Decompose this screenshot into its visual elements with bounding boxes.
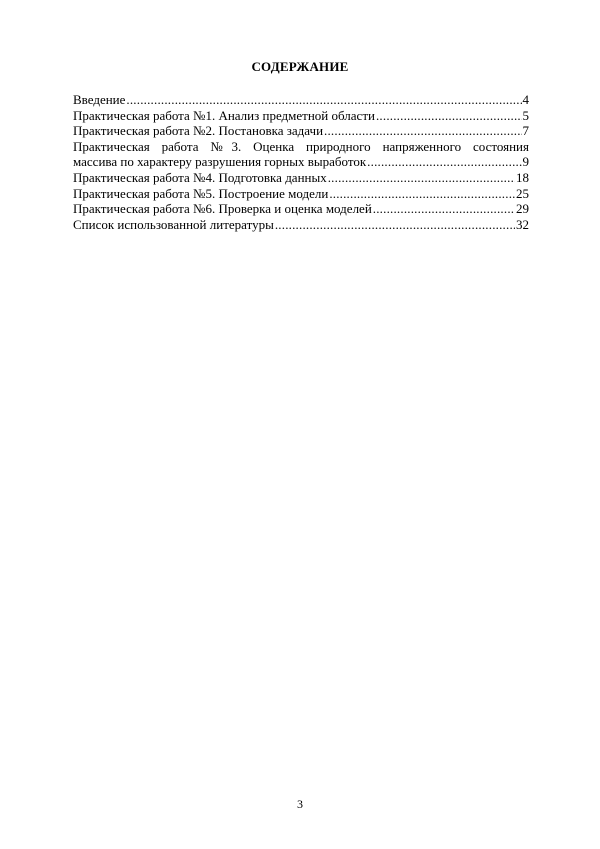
dot-leader [376, 108, 522, 124]
dot-leader [367, 154, 521, 170]
toc-entry-label: Практическая работа №4. Подготовка данных [73, 169, 327, 185]
toc-entry-practical-1[interactable] [73, 108, 529, 124]
toc-entry-label-line1: Практическая работа №3. Оценка природного напряженного состояния [73, 138, 529, 154]
toc-entry-practical-6[interactable] [73, 201, 529, 217]
dot-leader [329, 186, 515, 202]
dot-leader [373, 201, 515, 217]
dot-leader [328, 170, 515, 186]
dot-leader [126, 92, 521, 108]
toc-title: СОДЕРЖАНИЕ [251, 59, 349, 74]
page-number: 3 [297, 797, 303, 811]
toc-entry-page: 25 [516, 185, 529, 201]
toc-entry-label: Практическая работа №1. Анализ предметной области [73, 107, 375, 123]
toc-entry-practical-5[interactable] [73, 186, 529, 202]
table-of-contents [73, 92, 529, 232]
toc-entry-practical-4[interactable] [73, 170, 529, 186]
toc-entry-introduction[interactable] [73, 92, 529, 108]
toc-entry-page: 7 [522, 123, 529, 139]
toc-entry-page: 29 [516, 201, 529, 217]
toc-entry-page: 9 [522, 154, 529, 170]
toc-entry-label: Введение [73, 92, 126, 107]
toc-entry-label: Практическая работа №5. Построение модели [73, 185, 329, 201]
toc-entry-practical-3[interactable] [73, 139, 529, 170]
toc-entry-page: 32 [516, 216, 529, 232]
toc-entry-label: Практическая работа №6. Проверка и оценка моделей [73, 201, 372, 217]
toc-entry-label: Практическая работа №2. Постановка задачи [73, 123, 324, 139]
toc-entry-practical-2[interactable] [73, 123, 529, 139]
toc-entry-page: 5 [522, 107, 529, 123]
toc-entry-page: 4 [522, 92, 529, 107]
toc-entry-references[interactable] [73, 217, 529, 233]
toc-entry-label: Список использованной литературы [73, 216, 274, 232]
toc-entry-page: 18 [516, 169, 529, 185]
toc-entry-label-line2: массива по характеру разрушения горных выработок [73, 154, 367, 170]
dot-leader [324, 123, 521, 139]
dot-leader [275, 217, 515, 233]
